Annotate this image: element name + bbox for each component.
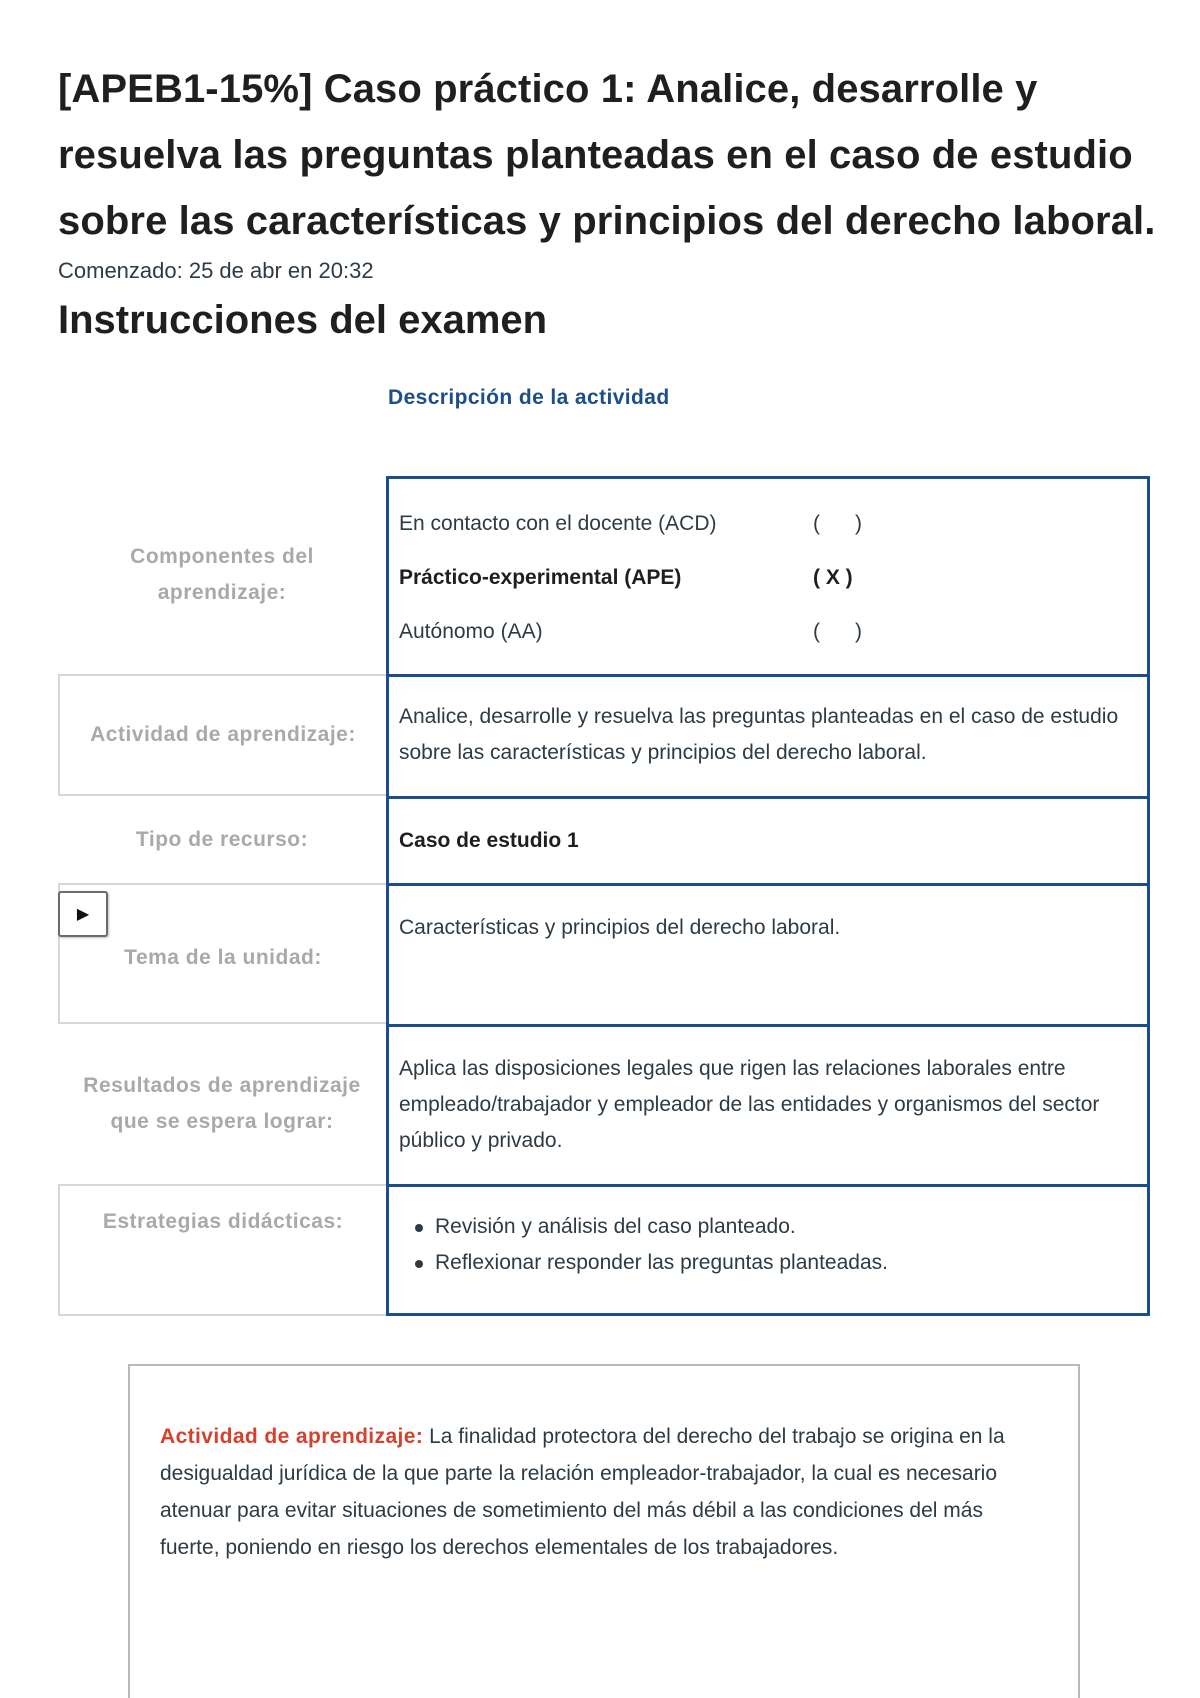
component-name: Autónomo (AA) bbox=[399, 620, 543, 643]
strategies-value bbox=[386, 1184, 1150, 1316]
instructions-heading: Instrucciones del examen bbox=[58, 298, 548, 342]
topic-row bbox=[58, 883, 1150, 1024]
components-row bbox=[58, 476, 1150, 674]
list-item: Revisión y análisis del caso planteado. bbox=[435, 1209, 1137, 1245]
results-value: Aplica las disposiciones legales que rigen las relaciones laborales entre empleado/trabajador y empleador de las entidades y organismos del sector público y privado. bbox=[386, 1024, 1150, 1184]
component-aa bbox=[399, 605, 1137, 659]
started-timestamp: Comenzado: 25 de abr en 20:32 bbox=[58, 258, 374, 283]
activity-box-text: La finalidad protectora del derecho del trabajo se origina en la desigualdad jurídica de la que parte la relación empleador-trabajador, la cual es necesario atenuar para evitar situaciones de sometimiento del más débil a las condiciones del más fuerte, poniendo en riesgo los derechos elementales de los trabajadores. bbox=[160, 1425, 1005, 1559]
component-mark: ( ) bbox=[813, 620, 862, 643]
component-name: En contacto con el docente (ACD) bbox=[399, 512, 717, 535]
strategies-label: Estrategias didácticas: bbox=[58, 1184, 386, 1316]
activity-statement-box bbox=[128, 1364, 1080, 1698]
components-value bbox=[386, 476, 1150, 674]
component-acd bbox=[399, 497, 1137, 551]
component-mark: ( X ) bbox=[813, 566, 853, 589]
topic-value: Características y principios del derecho laboral. bbox=[386, 883, 1150, 1024]
results-label: Resultados de aprendizaje que se espera lograr: bbox=[83, 1074, 361, 1133]
activity-description-table bbox=[58, 476, 1150, 1316]
results-row bbox=[58, 1024, 1150, 1184]
resource-label: Tipo de recurso: bbox=[135, 827, 309, 851]
activity-box-label: Actividad de aprendizaje: bbox=[160, 1425, 424, 1448]
component-mark: ( ) bbox=[813, 512, 862, 535]
component-ape bbox=[399, 551, 1137, 605]
list-item: Reflexionar responder las preguntas planteadas. bbox=[435, 1245, 1137, 1281]
strategies-list bbox=[399, 1209, 1137, 1281]
play-icon: ▶ bbox=[76, 906, 90, 923]
exam-header bbox=[58, 56, 1158, 348]
activity-row bbox=[58, 674, 1150, 796]
topic-label: Tema de la unidad: bbox=[58, 883, 386, 1024]
page-title: [APEB1-15%] Caso práctico 1: Analice, desarrolle y resuelva las preguntas planteadas en el caso de estudio sobre las características y principios del derecho laboral. bbox=[58, 67, 1156, 243]
component-name: Práctico-experimental (APE) bbox=[399, 566, 682, 589]
activity-value: Analice, desarrolle y resuelva las preguntas planteadas en el caso de estudio sobre las características y principios del derecho laboral. bbox=[386, 674, 1150, 796]
resource-value: Caso de estudio 1 bbox=[386, 796, 1150, 883]
play-button[interactable] bbox=[58, 891, 108, 937]
activity-description-caption: Descripción de la actividad bbox=[388, 386, 670, 409]
resource-row bbox=[58, 796, 1150, 883]
components-label: Componentes del aprendizaje: bbox=[130, 545, 314, 604]
activity-label: Actividad de aprendizaje: bbox=[58, 674, 386, 796]
strategies-row bbox=[58, 1184, 1150, 1316]
